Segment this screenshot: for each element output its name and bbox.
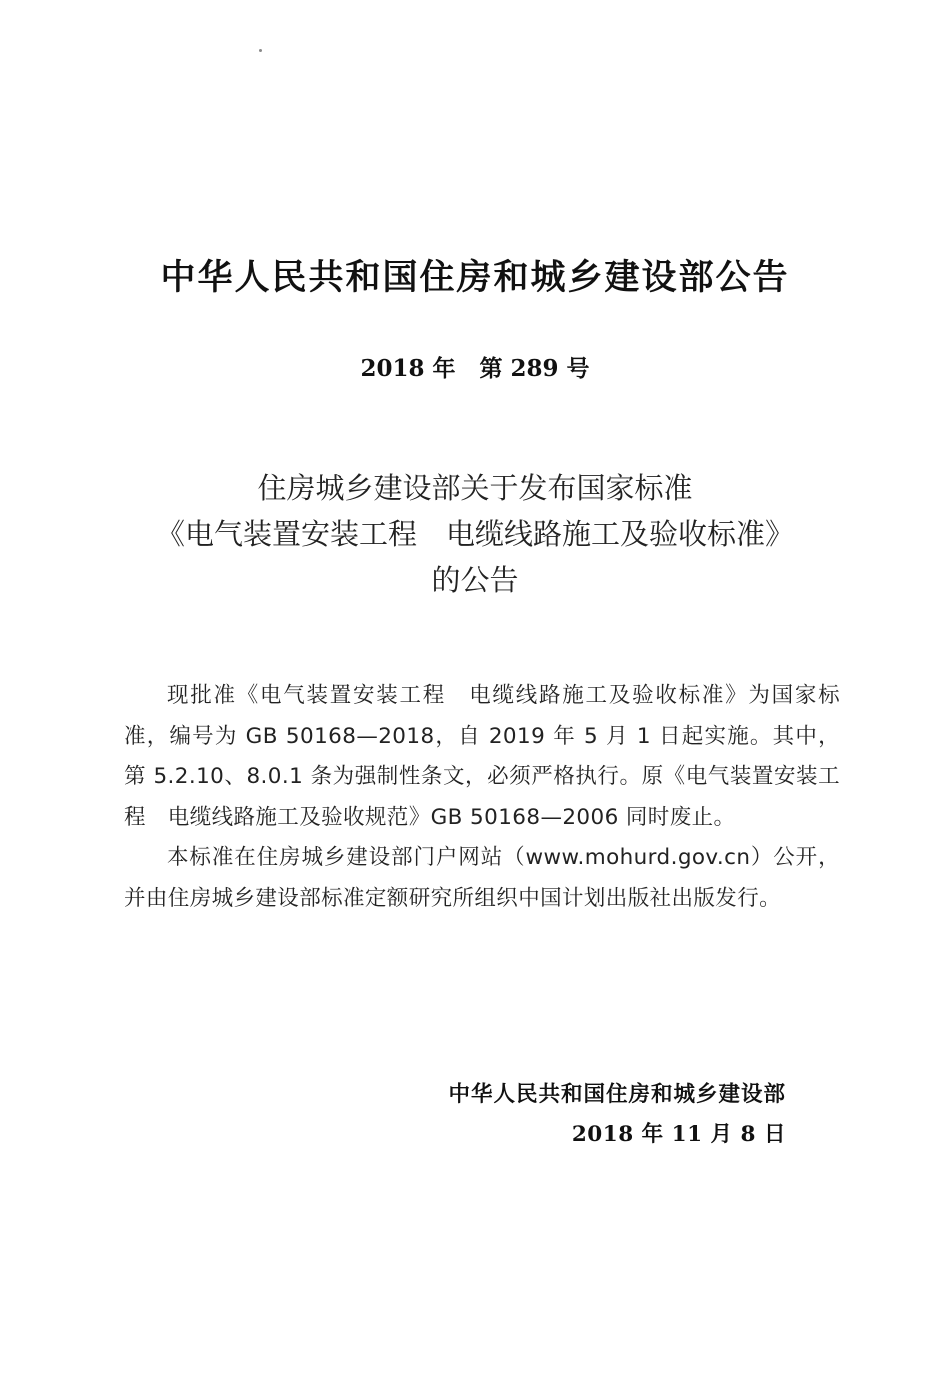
signature-block bbox=[448, 1075, 786, 1155]
body-paragraph: 本标准在住房城乡建设部门户网站（www.mohurd.gov.cn）公开，并由住房城乡建设部标准定额研究所组织中国计划出版社出版发行。 bbox=[124, 845, 840, 911]
page-title: 中华人民共和国住房和城乡建设部公告 bbox=[160, 258, 790, 298]
issue-date: 2018 年 11 月 8 日 bbox=[571, 1122, 786, 1147]
announcement-subtitle bbox=[80, 465, 870, 603]
subtitle-line: 的公告 bbox=[431, 563, 519, 597]
announcement-number: 2018 年 第 289 号 bbox=[360, 355, 590, 382]
body-paragraph: 现批准《电气装置安装工程 电缆线路施工及验收标准》为国家标准，编号为 GB 50168—2018，自 2019 年 5 月 1 日起实施。其中，第 5.2.10、8.0.1 条为强制性条文，必须严格执行。原《电气装置安装工程 电缆线路施工及验收规范》GB 50168—2006 同时废止。 bbox=[124, 683, 840, 830]
subtitle-line: 《电气装置安装工程 电缆线路施工及验收标准》 bbox=[155, 517, 794, 551]
announcement-body bbox=[124, 676, 840, 919]
issuer-name: 中华人民共和国住房和城乡建设部 bbox=[448, 1082, 786, 1107]
scan-speck bbox=[259, 49, 262, 52]
subtitle-line: 住房城乡建设部关于发布国家标准 bbox=[257, 471, 693, 505]
